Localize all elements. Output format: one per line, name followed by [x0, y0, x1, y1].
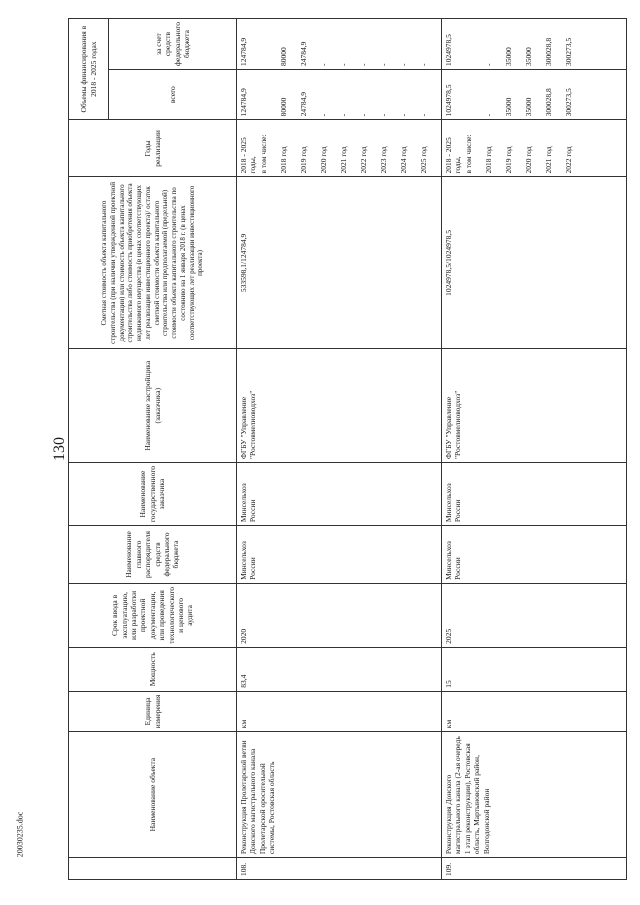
header-commissioning: Срок ввода в эксплуатацию, или разработки проектной документации, или проведения технологического и ценового аудита [69, 583, 237, 647]
list-entry: - [419, 113, 428, 117]
list-entry [464, 73, 484, 116]
total-cell [442, 70, 627, 120]
list-entry: - [319, 63, 328, 67]
header-developer: Наименование застройщика (заказчика) [69, 349, 237, 463]
header-federal: за счет средств федерального бюджета [109, 19, 237, 70]
investment-table [68, 18, 627, 880]
list-entry: - [339, 113, 348, 117]
header-total: всего [109, 70, 237, 120]
list-entry: - [484, 63, 493, 67]
list-entry: 2021 год [339, 146, 348, 174]
list-entry: 2022 год [564, 146, 573, 174]
list-entry: - [319, 113, 328, 117]
list-entry: 2023 год [379, 146, 388, 174]
table-row [237, 19, 442, 880]
list-entry: - [359, 113, 368, 117]
list-entry: 124784,9 [239, 88, 248, 117]
header-no [69, 858, 237, 880]
list-entry: 124784,9 [239, 37, 248, 67]
list-entry: 1024978,5 [444, 84, 453, 117]
header-object-name: Наименование объекта [69, 732, 237, 858]
list-entry: - [379, 113, 388, 117]
list-entry: 300273,5 [564, 88, 573, 117]
list-entry: 2020 год [319, 146, 328, 174]
budget-manager-cell: Минсельхоз России [442, 526, 627, 584]
state-customer-cell: Минсельхоз России [237, 463, 442, 526]
list-entry: - [399, 63, 408, 67]
header-funding-group: Объемы финансирования в 2018 - 2025 годах [69, 19, 109, 120]
table-body [237, 19, 627, 880]
row-number: 109. [442, 858, 627, 880]
estimate-cell: 1024978,5/1024978,5 [442, 177, 627, 349]
years-cell [237, 120, 442, 177]
list-entry: 2018 год [484, 146, 493, 174]
commissioning-cell: 2025 [442, 583, 627, 647]
list-entry: 2018 - 2025 годы, [444, 137, 463, 174]
list-entry: 300028,8 [544, 88, 553, 117]
list-entry: 80000 [279, 97, 288, 117]
row-number: 108. [237, 858, 442, 880]
header-row [69, 19, 109, 880]
header-unit: Единица измерения [69, 691, 237, 732]
state-customer-cell: Минсельхоз России [442, 463, 627, 526]
header-budget-manager: Наименование главного распорядителя средств федерального бюджета [69, 526, 237, 584]
list-entry: в том числе: [464, 134, 473, 174]
list-entry: 35000 [504, 97, 513, 117]
header-years: Годы реализации [69, 120, 237, 177]
object-name: Реконструкция Пролетарской ветви Донского магистрального канала Пролетарской оросительной системы, Ростовская область [237, 732, 442, 858]
list-entry: 2019 год [504, 146, 513, 174]
header-estimate: Сметная стоимость объекта капитального строительства (при наличии утвержденной проектной документации) или стоимость объекта капитального строительства либо стоимость приобретения объекта недвижимого имущества (в ценах соответствующих лет реализации инвестиционного проекта)/ остаток сметной стоимости объекта капитального строительства или предполагаемой (предельной) стоимости объекта капитального строительства по состоянию на 1 января 2018 г. (в ценах соответствующих лет реализации инвестиционного проекта) [69, 177, 237, 349]
list-entry: 2021 год [544, 146, 553, 174]
capacity-cell: 83,4 [237, 647, 442, 691]
list-entry: 1024978,5 [444, 34, 453, 67]
list-entry: - [339, 63, 348, 67]
list-entry: 2018 - 2025 годы, [239, 137, 258, 174]
federal-cell [442, 19, 627, 70]
years-cell [442, 120, 627, 177]
header-state-customer: Наименование государственного заказчика [69, 463, 237, 526]
list-entry: 2020 год [524, 146, 533, 174]
list-entry: - [419, 63, 428, 67]
federal-cell [237, 19, 442, 70]
list-entry: 2025 год [419, 146, 428, 174]
list-entry: - [484, 113, 493, 117]
list-entry: в том числе: [259, 134, 268, 174]
list-entry: 300273,5 [564, 37, 573, 67]
list-entry: - [379, 63, 388, 67]
unit-cell: км [237, 691, 442, 732]
list-entry: 35000 [504, 47, 513, 67]
list-entry [464, 22, 484, 66]
commissioning-cell: 2020 [237, 583, 442, 647]
list-entry: 2024 год [399, 146, 408, 174]
footer-filename: 20030235.doc [15, 811, 25, 858]
list-entry [259, 73, 279, 116]
page-number: 130 [51, 437, 68, 461]
header-capacity: Мощность [69, 647, 237, 691]
unit-cell: км [442, 691, 627, 732]
budget-manager-cell: Минсельхоз России [237, 526, 442, 584]
table-container [68, 18, 606, 880]
list-entry: 80000 [279, 47, 288, 67]
developer-cell: ФГБУ "Управление "Ростовмелиоводхоз" [237, 349, 442, 463]
table-row [442, 19, 627, 880]
list-entry: 24784,9 [299, 91, 308, 117]
list-entry: 35000 [524, 47, 533, 67]
list-entry: 2022 год [359, 146, 368, 174]
estimate-cell: 533598,1/124784,9 [237, 177, 442, 349]
list-entry: 2019 год [299, 146, 308, 174]
capacity-cell: 15 [442, 647, 627, 691]
list-entry: - [399, 113, 408, 117]
developer-cell: ФГБУ "Управление "Ростовмелиоводхоз" [442, 349, 627, 463]
list-entry: 24784,9 [299, 41, 308, 67]
object-name: Реконструкция Донского магистрального канала (2-ая очередь 1 этап реконструкции), Ростовская область, Мартыновский район, Волгодонской район [442, 732, 627, 858]
list-entry: - [359, 63, 368, 67]
list-entry: 300028,8 [544, 37, 553, 67]
list-entry: 2018 год [279, 146, 288, 174]
list-entry: 35000 [524, 97, 533, 117]
total-cell [237, 70, 442, 120]
list-entry [259, 22, 279, 66]
